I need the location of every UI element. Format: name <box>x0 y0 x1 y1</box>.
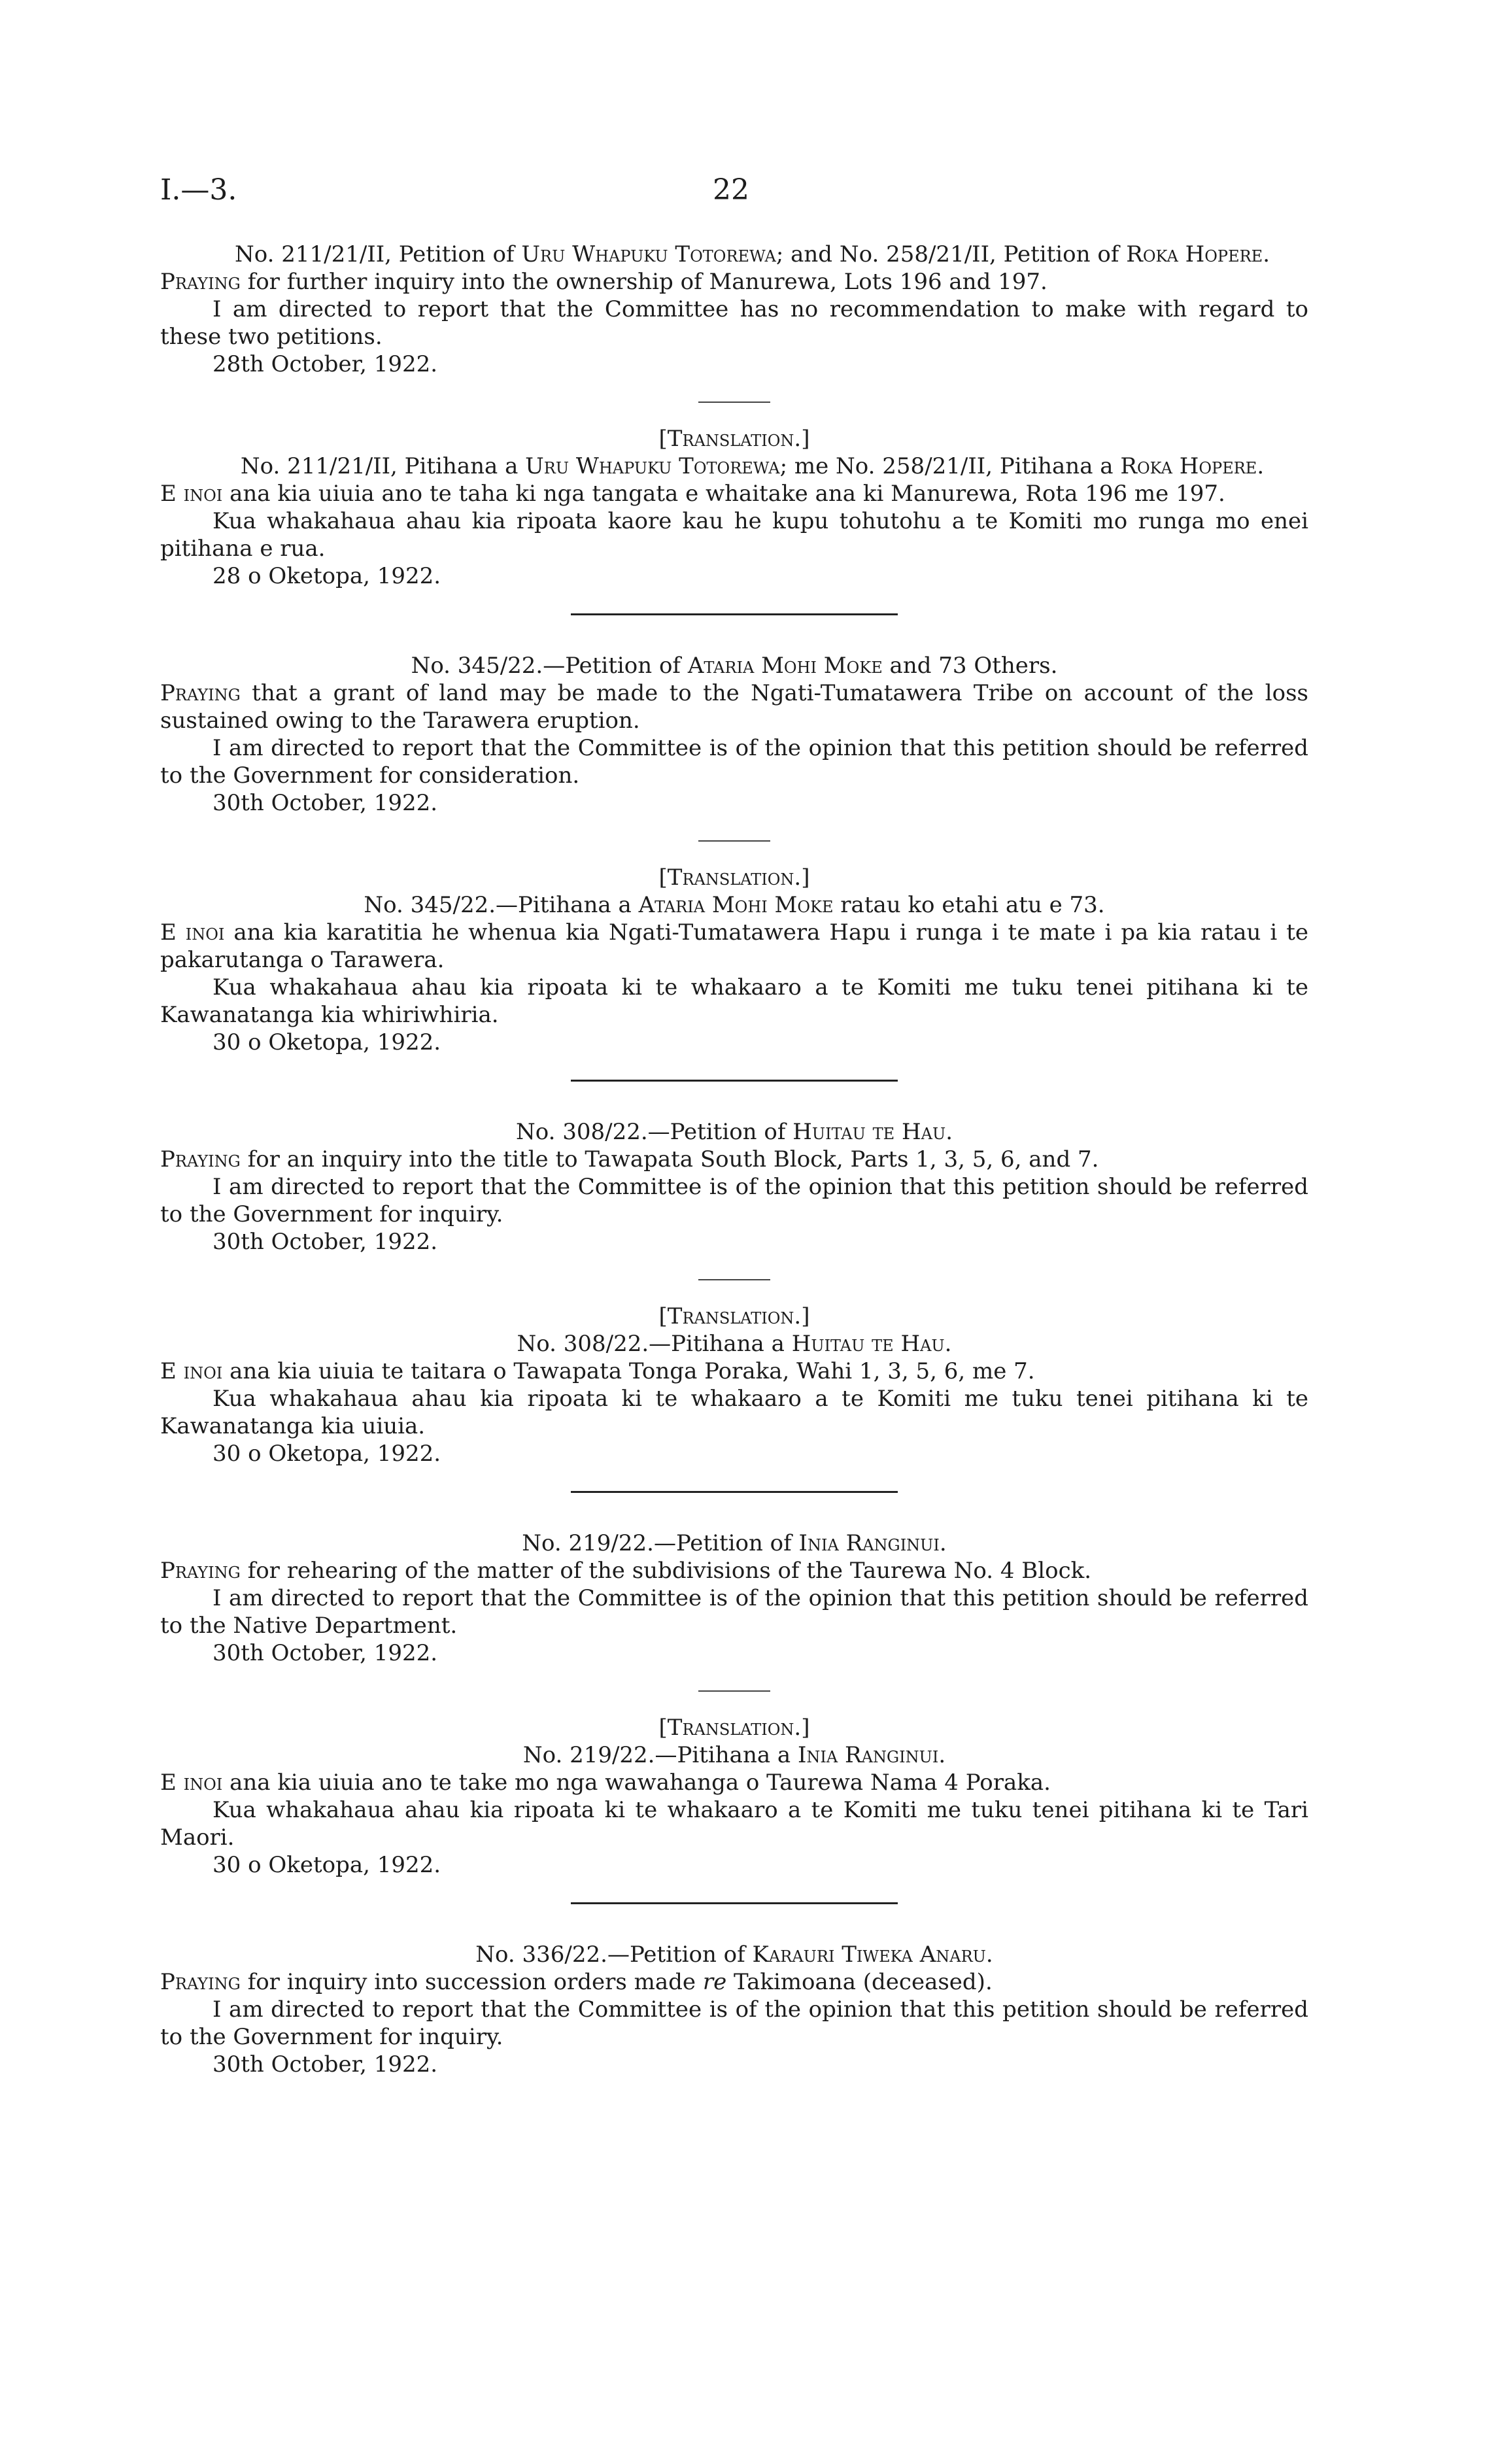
petition-title: No. 336/22.—Petition of Karauri Tiweka Anaru. <box>475 1942 993 1968</box>
translation-label: [Translation.] <box>658 1715 810 1741</box>
short-divider <box>698 402 770 403</box>
petition-345 <box>160 652 1308 817</box>
report-date: 28th October, 1922. <box>213 351 438 377</box>
report-date: 30th October, 1922. <box>213 2051 438 2078</box>
petition-title: No. 211/21/II, Pitihana a Uru Whapuku Totorewa; me No. 258/21/II, Pitihana a Roka Hopere. <box>240 453 1265 479</box>
long-divider <box>571 1902 898 1904</box>
petition-336 <box>160 1941 1308 2078</box>
committee-report: Kua whakahaua ahau kia ripoata ki te whakaaro a te Komiti me tuku tenei pitihana ki te Kawanatanga kia uiuia. <box>160 1386 1308 1439</box>
translation-345 <box>160 864 1308 1056</box>
petition-title: No. 219/22.—Petition of Inia Ranginui. <box>522 1530 947 1556</box>
translation-label: [Translation.] <box>658 864 810 891</box>
petition-prayer: Praying for an inquiry into the title to Tawapata South Block, Parts 1, 3, 5, 6, and 7. <box>160 1146 1099 1172</box>
committee-report: I am directed to report that the Committee is of the opinion that this petition should be referred to the Government for inquiry. <box>160 1174 1308 1227</box>
petition-prayer: E inoi ana kia uiuia ano te take mo nga wawahanga o Taurewa Nama 4 Poraka. <box>160 1770 1051 1796</box>
translation-label: [Translation.] <box>658 1303 810 1329</box>
petition-219 <box>160 1530 1308 1667</box>
petition-title: No. 345/22.—Petition of Ataria Mohi Moke and 73 Others. <box>411 653 1058 679</box>
translation-219 <box>160 1714 1308 1879</box>
petition-title: No. 308/22.—Pitihana a Huitau te Hau. <box>517 1331 952 1357</box>
translation-211-258 <box>160 425 1308 590</box>
petition-prayer: E inoi ana kia uiuia te taitara o Tawapata Tonga Poraka, Wahi 1, 3, 5, 6, me 7. <box>160 1358 1035 1384</box>
petition-prayer: Praying for inquiry into succession orders made re Takimoana (deceased). <box>160 1969 993 1995</box>
committee-report: Kua whakahaua ahau kia ripoata ki te whakaaro a te Komiti me tuku tenei pitihana ki te Tari Maori. <box>160 1797 1308 1851</box>
petition-211-258 <box>160 241 1308 378</box>
report-date: 28 o Oketopa, 1922. <box>213 563 441 589</box>
translation-label: [Translation.] <box>658 426 810 452</box>
committee-report: I am directed to report that the Committee is of the opinion that this petition should be referred to the Native Department. <box>160 1585 1308 1639</box>
petition-308 <box>160 1118 1308 1256</box>
report-date: 30 o Oketopa, 1922. <box>213 1852 441 1878</box>
report-date: 30 o Oketopa, 1922. <box>213 1029 441 1055</box>
petition-prayer: E inoi ana kia uiuia ano te taha ki nga tangata e whaitake ana ki Manurewa, Rota 196 me 197. <box>160 481 1225 507</box>
committee-report: I am directed to report that the Committee has no recommendation to make with regard to these two petitions. <box>160 296 1308 350</box>
long-divider <box>571 613 898 615</box>
report-date: 30th October, 1922. <box>213 1229 438 1255</box>
short-divider <box>698 1279 770 1280</box>
petition-prayer: Praying that a grant of land may be made to the Ngati-Tumatawera Tribe on account of the loss sustained owing to the Tarawera eruption. <box>160 680 1308 734</box>
petition-prayer: E inoi ana kia karatitia he whenua kia Ngati-Tumatawera Hapu i runga i te mate i pa kia ratau i te pakarutanga o Tarawera. <box>160 919 1308 973</box>
petition-title: No. 219/22.—Pitihana a Inia Ranginui. <box>522 1742 946 1768</box>
committee-report: I am directed to report that the Committee is of the opinion that this petition should be referred to the Government for consideration. <box>160 735 1308 789</box>
petition-title: No. 211/21/II, Petition of Uru Whapuku Totorewa; and No. 258/21/II, Petition of Roka Hopere. <box>235 241 1270 267</box>
page-header <box>160 173 1308 216</box>
translation-308 <box>160 1303 1308 1467</box>
short-divider <box>698 840 770 842</box>
report-date: 30th October, 1922. <box>213 790 438 816</box>
petition-title: No. 345/22.—Pitihana a Ataria Mohi Moke ratau ko etahi atu e 73. <box>364 892 1105 918</box>
committee-report: I am directed to report that the Committee is of the opinion that this petition should be referred to the Government for inquiry. <box>160 1996 1308 2050</box>
short-divider <box>698 1690 770 1692</box>
report-date: 30th October, 1922. <box>213 1640 438 1666</box>
petition-prayer: Praying for further inquiry into the ownership of Manurewa, Lots 196 and 197. <box>160 269 1047 295</box>
committee-report: Kua whakahaua ahau kia ripoata ki te whakaaro a te Komiti me tuku tenei pitihana ki te Kawanatanga kia whiriwhiria. <box>160 974 1308 1028</box>
committee-report: Kua whakahaua ahau kia ripoata kaore kau he kupu tohutohu a te Komiti mo runga mo enei pitihana e rua. <box>160 508 1308 562</box>
petition-title: No. 308/22.—Petition of Huitau te Hau. <box>515 1119 953 1145</box>
long-divider <box>571 1080 898 1082</box>
petition-prayer: Praying for rehearing of the matter of the subdivisions of the Taurewa No. 4 Block. <box>160 1558 1092 1584</box>
series-number: I.—3. <box>160 173 237 207</box>
report-date: 30 o Oketopa, 1922. <box>213 1441 441 1467</box>
long-divider <box>571 1491 898 1493</box>
page-number: 22 <box>713 173 749 207</box>
